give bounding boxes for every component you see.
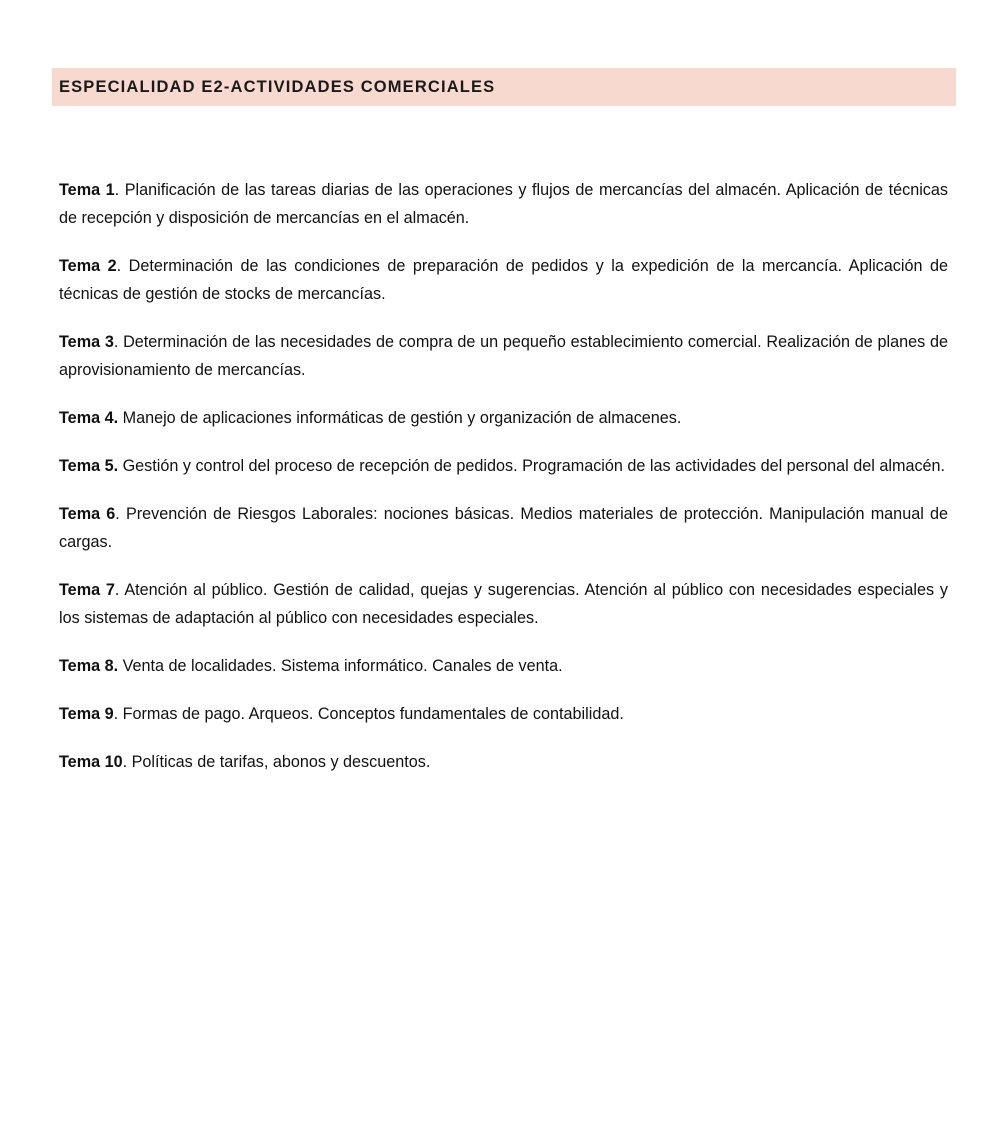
topic-text: . Formas de pago. Arqueos. Conceptos fundamentales de contabilidad. xyxy=(113,705,624,723)
topic-text: . Determinación de las necesidades de compra de un pequeño establecimiento comercial. Realización de planes de aprovisionamiento de mercancías. xyxy=(59,333,948,379)
topic-label: Tema 8. xyxy=(59,657,119,675)
topic-text: . Prevención de Riesgos Laborales: nociones básicas. Medios materiales de protección. Manipulación manual de cargas. xyxy=(59,505,948,551)
list-item xyxy=(59,700,948,728)
list-item xyxy=(59,576,948,632)
list-item xyxy=(59,452,948,480)
topic-label: Tema 7 xyxy=(59,581,115,599)
topic-text: . Atención al público. Gestión de calidad, quejas y sugerencias. Atención al público con necesidades especiales y los sistemas de adaptación al público con necesidades especiales. xyxy=(59,581,948,627)
topic-label: Tema 5. xyxy=(59,457,119,475)
list-item xyxy=(59,328,948,384)
topic-label: Tema 2 xyxy=(59,257,117,275)
list-item xyxy=(59,176,948,232)
list-item xyxy=(59,404,948,432)
topic-text: . Políticas de tarifas, abonos y descuentos. xyxy=(122,753,431,771)
section-banner xyxy=(52,68,956,106)
topic-label: Tema 1 xyxy=(59,181,115,199)
list-item xyxy=(59,500,948,556)
topic-text: Gestión y control del proceso de recepción de pedidos. Programación de las actividades del personal del almacén. xyxy=(118,457,946,475)
topic-label: Tema 6 xyxy=(59,505,116,523)
topic-text: . Determinación de las condiciones de preparación de pedidos y la expedición de la mercancía. Aplicación de técnicas de gestión de stocks de mercancías. xyxy=(59,257,948,303)
topic-label: Tema 4. xyxy=(59,409,119,427)
topic-label: Tema 9 xyxy=(59,705,114,723)
topic-text: Manejo de aplicaciones informáticas de gestión y organización de almacenes. xyxy=(118,409,682,427)
page-title: ESPECIALIDAD E2-ACTIVIDADES COMERCIALES xyxy=(59,78,496,96)
topic-label: Tema 10 xyxy=(59,753,123,771)
list-item xyxy=(59,748,948,776)
list-item xyxy=(59,652,948,680)
topic-label: Tema 3 xyxy=(59,333,114,351)
topics-list xyxy=(59,176,948,776)
topic-text: . Planificación de las tareas diarias de las operaciones y flujos de mercancías del almacén. Aplicación de técnicas de recepción y disposición de mercancías en el almacén. xyxy=(59,181,948,227)
list-item xyxy=(59,252,948,308)
topic-text: Venta de localidades. Sistema informático. Canales de venta. xyxy=(118,657,563,675)
